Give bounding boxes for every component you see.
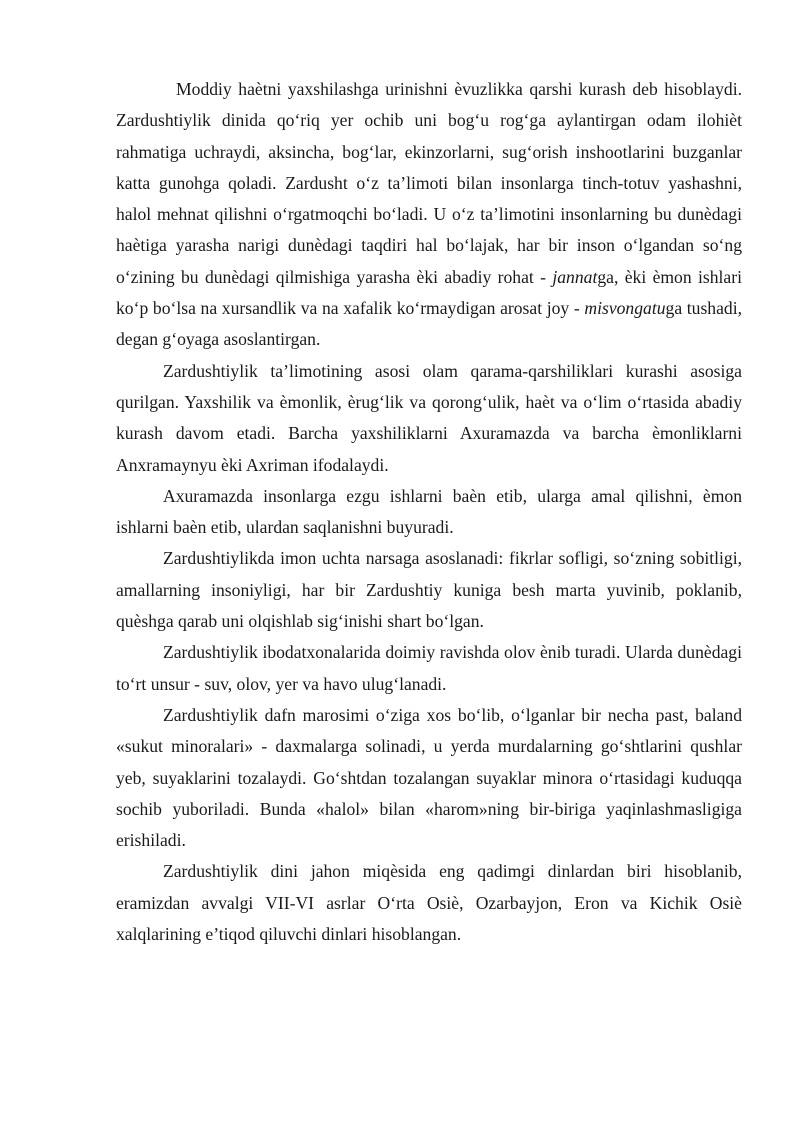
paragraph-intro-text-3: ga tushadi, degan g‘oyaga asoslantirgan. xyxy=(116,298,742,350)
paragraph-intro-text-2: ga, èki èmon ishlari ko‘p bo‘lsa na xursandlik va na xafalik ko‘rmaydigan arosat joy - xyxy=(116,266,742,319)
term-jannat: jannat xyxy=(552,266,598,287)
paragraph-intro xyxy=(116,74,742,356)
paragraph-teaching-basis: Zardushtiylik ta’limotining asosi olam qarama-qarshiliklari kurashi asosiga qurilgan. Yaxshilik va èmonlik, èrug‘lik va qorong‘ulik, haèt va o‘lim o‘rtasida abadiy kurash davom etadi. Barcha yaxshiliklarni Axuramazda va barcha èmonliklarni Anxramaynyu èki Axriman ifodalaydi. xyxy=(116,360,742,475)
paragraph-faith: Zardushtiylikda imon uchta narsaga asoslanadi: fikrlar sofligi, so‘zning sobitligi, amallarning insoniyligi, har bir Zardushtiy kuniga besh marta yuvinib, poklanib, quèshga qarab uni olqishlab sig‘inishi shart bo‘lgan. xyxy=(116,548,742,632)
paragraph-axuramazda: Axuramazda insonlarga ezgu ishlarni baèn etib, ularga amal qilishni, èmon ishlarni baèn etib, ulardan saqlanishni buyuradi. xyxy=(116,485,742,538)
document-page xyxy=(116,74,742,950)
paragraph-temples: Zardushtiylik ibodatxonalarida doimiy ravishda olov ènib turadi. Ularda dunèdagi to‘rt unsur - suv, olov, yer va havo ulug‘lanadi. xyxy=(116,642,742,694)
paragraph-history: Zardushtiylik dini jahon miqèsida eng qadimgi dinlardan biri hisoblanib, eramizdan avvalgi VII-VI asrlar O‘rta Osiè, Ozarbayjon, Eron va Kichik Osiè xalqlarining e’tiqod qiluvchi dinlari hisoblangan. xyxy=(116,861,742,945)
paragraph-intro-text-1: Moddiy haètni yaxshilashga urinishni èvuzlikka qarshi kurash deb hisoblaydi. Zardushtiylik dinida qo‘riq yer ochib uni bog‘u rog‘ga aylantirgan odam ilohièt rahmatiga uchraydi, aksincha, bog‘lar, ekinzorlarni, sug‘orish inshootlarini buzganlar katta gunohga qoladi. Zardusht o‘z ta’limoti bilan insonlarga tinch-totuv yashashni, halol mehnat qilishni o‘rgatmoqchi bo‘ladi. U o‘z ta’limotini insonlarning bu dunèdagi haètiga yarasha narigi dunèdagi taqdiri hal bo‘lajak, har bir inson o‘lgandan so‘ng o‘zining bu dunèdagi qilmishiga yarasha èki abadiy rohat - xyxy=(116,79,742,287)
paragraph-funeral: Zardushtiylik dafn marosimi o‘ziga xos bo‘lib, o‘lganlar bir necha past, baland «sukut minoralari» - daxmalarga solinadi, u yerda murdalarning go‘shtlarini qushlar yeb, suyaklarini tozalaydi. Go‘shtdan tozalangan suyaklar minora o‘rtasidagi kuduqqa sochib yuboriladi. Bunda «halol» bilan «harom»ning bir-biriga yaqinlashmasligiga erishiladi. xyxy=(116,704,742,851)
term-misvongatu: misvongatu xyxy=(584,298,666,319)
